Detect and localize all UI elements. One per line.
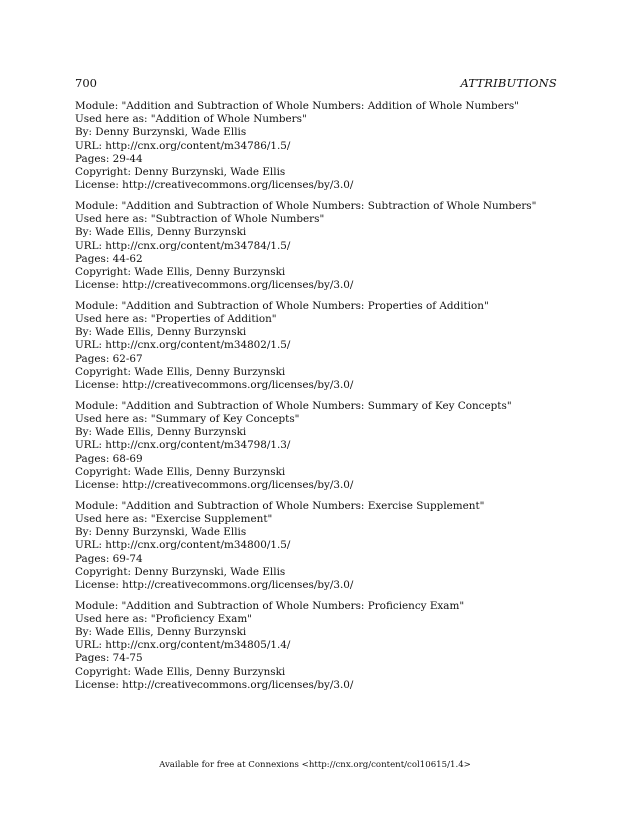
copyright-line: Copyright: Denny Burzynski, Wade Ellis: [75, 166, 286, 179]
used-as-line: Used here as: "Proficiency Exam": [75, 612, 252, 625]
copyright-line: Copyright: Wade Ellis, Denny Burzynski: [75, 365, 286, 378]
used-as-line: Used here as: "Exercise Supplement": [75, 512, 273, 525]
module-line: Module: "Addition and Subtraction of Whole Numbers: Exercise Supplement": [75, 499, 485, 512]
pages-line: Pages: 29-44: [75, 152, 143, 165]
page-footer: Available for free at Connexions <http://cnx.org/content/col10615/1.4>: [159, 760, 471, 770]
authors-line: By: Wade Ellis, Denny Burzynski: [75, 426, 247, 439]
authors-line: By: Denny Burzynski, Wade Ellis: [75, 526, 247, 539]
module-line: Module: "Addition and Subtraction of Whole Numbers: Summary of Key Concepts": [75, 399, 512, 412]
module-line: Module: "Addition and Subtraction of Whole Numbers: Subtraction of Whole Numbers": [75, 199, 537, 212]
url-line: URL: http://cnx.org/content/m34798/1.3/: [75, 439, 291, 452]
authors-line: By: Wade Ellis, Denny Burzynski: [75, 626, 247, 639]
url-line: URL: http://cnx.org/content/m34786/1.5/: [75, 139, 291, 152]
pages-line: Pages: 44-62: [75, 252, 143, 265]
url-line: URL: http://cnx.org/content/m34802/1.5/: [75, 339, 291, 352]
authors-line: By: Denny Burzynski, Wade Ellis: [75, 126, 247, 139]
pages-line: Pages: 62-67: [75, 352, 143, 365]
attribution-entry: [75, 200, 565, 292]
url-line: URL: http://cnx.org/content/m34784/1.5/: [75, 239, 291, 252]
page-number: 700: [75, 76, 97, 90]
authors-line: By: Wade Ellis, Denny Burzynski: [75, 226, 247, 239]
copyright-line: Copyright: Wade Ellis, Denny Burzynski: [75, 665, 286, 678]
authors-line: By: Wade Ellis, Denny Burzynski: [75, 326, 247, 339]
attribution-entry: [75, 400, 565, 492]
module-line: Module: "Addition and Subtraction of Whole Numbers: Proficiency Exam": [75, 599, 465, 612]
pages-line: Pages: 74-75: [75, 652, 143, 665]
attribution-entry: [75, 600, 565, 692]
pages-line: Pages: 69-74: [75, 552, 143, 565]
attributions-list: [75, 100, 565, 700]
attribution-entry: [75, 100, 565, 192]
module-line: Module: "Addition and Subtraction of Whole Numbers: Addition of Whole Numbers": [75, 100, 519, 112]
license-line: License: http://creativecommons.org/licenses/by/3.0/: [75, 678, 354, 691]
used-as-line: Used here as: "Properties of Addition": [75, 313, 277, 326]
copyright-line: Copyright: Wade Ellis, Denny Burzynski: [75, 265, 286, 278]
used-as-line: Used here as: "Summary of Key Concepts": [75, 412, 300, 425]
running-header-title: ATTRIBUTIONS: [460, 76, 557, 90]
used-as-line: Used here as: "Addition of Whole Numbers": [75, 113, 307, 126]
url-line: URL: http://cnx.org/content/m34800/1.5/: [75, 539, 291, 552]
license-line: License: http://creativecommons.org/licenses/by/3.0/: [75, 478, 354, 491]
pages-line: Pages: 68-69: [75, 452, 143, 465]
url-line: URL: http://cnx.org/content/m34805/1.4/: [75, 639, 291, 652]
license-line: License: http://creativecommons.org/licenses/by/3.0/: [75, 279, 354, 292]
used-as-line: Used here as: "Subtraction of Whole Numbers": [75, 213, 325, 226]
license-line: License: http://creativecommons.org/licenses/by/3.0/: [75, 578, 354, 591]
attribution-entry: [75, 500, 565, 592]
license-line: License: http://creativecommons.org/licenses/by/3.0/: [75, 379, 354, 392]
module-line: Module: "Addition and Subtraction of Whole Numbers: Properties of Addition": [75, 299, 489, 312]
copyright-line: Copyright: Wade Ellis, Denny Burzynski: [75, 465, 286, 478]
license-line: License: http://creativecommons.org/licenses/by/3.0/: [75, 179, 354, 192]
attribution-entry: [75, 300, 565, 392]
copyright-line: Copyright: Denny Burzynski, Wade Ellis: [75, 565, 286, 578]
